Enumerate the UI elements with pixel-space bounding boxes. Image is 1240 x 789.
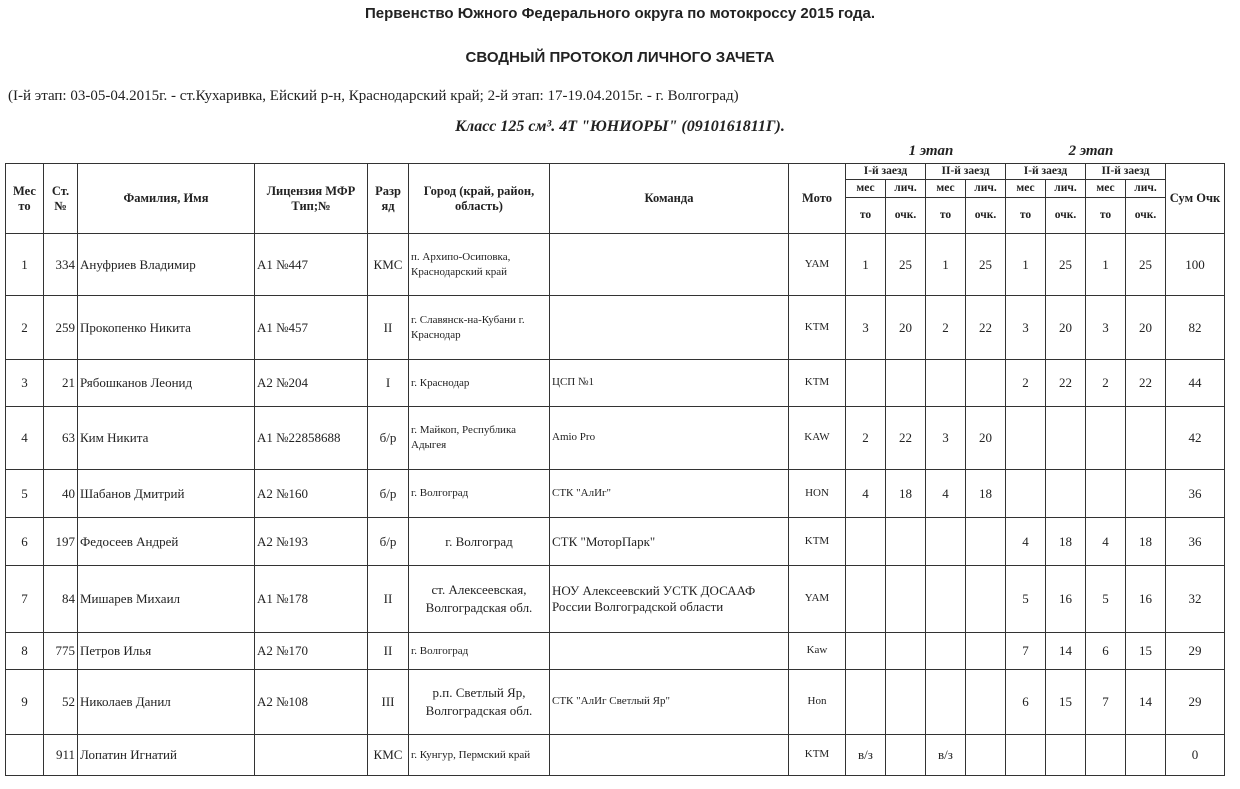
cell-s2h1-points (1046, 735, 1086, 776)
cell-city: г. Волгоград (409, 633, 550, 670)
col-mes: мес (846, 180, 886, 198)
cell-start: 259 (44, 296, 78, 360)
table-row (6, 670, 1225, 735)
cell-s1h1-place: 1 (846, 234, 886, 296)
cell-s2h1-place: 1 (1006, 234, 1046, 296)
cell-s1h1-place (846, 633, 886, 670)
cell-s1h1-points (886, 735, 926, 776)
col-moto: Мото (789, 164, 846, 234)
cell-place: 3 (6, 360, 44, 407)
col-license: Лицензия МФР Тип;№ (255, 164, 368, 234)
col-city: Город (край, район, область) (409, 164, 550, 234)
cell-s1h1-place (846, 360, 886, 407)
cell-rank: б/р (368, 407, 409, 470)
table-row (6, 470, 1225, 518)
cell-moto: HON (789, 470, 846, 518)
cell-sum: 29 (1166, 633, 1225, 670)
cell-s1h1-place (846, 670, 886, 735)
col-s1-heat2: II-й заезд (926, 164, 1006, 180)
cell-city: г. Кунгур, Пермский край (409, 735, 550, 776)
cell-s1h1-points: 22 (886, 407, 926, 470)
cell-s2h2-points: 15 (1126, 633, 1166, 670)
cell-s2h1-place: 4 (1006, 518, 1046, 566)
cell-s1h2-place (926, 518, 966, 566)
col-lich: лич. (1046, 180, 1086, 198)
cell-moto: Hon (789, 670, 846, 735)
cell-s1h1-place: 3 (846, 296, 886, 360)
cell-rank: б/р (368, 470, 409, 518)
cell-place: 4 (6, 407, 44, 470)
cell-start: 911 (44, 735, 78, 776)
col-to: то (1006, 198, 1046, 234)
cell-s1h1-place: 4 (846, 470, 886, 518)
cell-s1h2-points (966, 518, 1006, 566)
cell-s2h2-place: 5 (1086, 566, 1126, 633)
table-row (6, 296, 1225, 360)
cell-name: Петров Илья (78, 633, 255, 670)
cell-city: п. Архипо-Осиповка, Краснодарский край (409, 234, 550, 296)
cell-moto: KTM (789, 360, 846, 407)
table-row (6, 360, 1225, 407)
cell-s1h2-points: 18 (966, 470, 1006, 518)
cell-place: 8 (6, 633, 44, 670)
cell-team: НОУ Алексеевский УСТК ДОСААФ России Волгоградской области (550, 566, 789, 633)
col-och: очк. (886, 198, 926, 234)
cell-city: г. Краснодар (409, 360, 550, 407)
cell-s2h1-points: 14 (1046, 633, 1086, 670)
cell-sum: 36 (1166, 470, 1225, 518)
cell-place: 7 (6, 566, 44, 633)
cell-s2h1-place (1006, 407, 1046, 470)
col-name: Фамилия, Имя (78, 164, 255, 234)
col-s2-heat1: I-й заезд (1006, 164, 1086, 180)
cell-s2h1-place (1006, 735, 1046, 776)
cell-name: Мишарев Михаил (78, 566, 255, 633)
table-row (6, 633, 1225, 670)
col-rank: Разр яд (368, 164, 409, 234)
cell-team (550, 735, 789, 776)
cell-s2h2-points: 22 (1126, 360, 1166, 407)
cell-rank: III (368, 670, 409, 735)
cell-start: 40 (44, 470, 78, 518)
col-to: то (926, 198, 966, 234)
col-mes: мес (1006, 180, 1046, 198)
cell-place: 9 (6, 670, 44, 735)
cell-s2h1-points: 25 (1046, 234, 1086, 296)
col-lich: лич. (1126, 180, 1166, 198)
table-row (6, 735, 1225, 776)
cell-s2h2-place (1086, 407, 1126, 470)
cell-name: Лопатин Игнатий (78, 735, 255, 776)
cell-team: СТК "АлИг" (550, 470, 789, 518)
cell-license: А1 №178 (255, 566, 368, 633)
cell-city: г. Волгоград (409, 470, 550, 518)
cell-s2h2-points: 20 (1126, 296, 1166, 360)
cell-place (6, 735, 44, 776)
cell-s2h1-place: 7 (1006, 633, 1046, 670)
cell-rank: II (368, 296, 409, 360)
cell-s2h2-points (1126, 407, 1166, 470)
cell-start: 63 (44, 407, 78, 470)
col-to: то (1086, 198, 1126, 234)
cell-s2h2-points (1126, 735, 1166, 776)
col-och: очк. (1046, 198, 1086, 234)
cell-s1h2-place: 1 (926, 234, 966, 296)
cell-s2h2-points: 14 (1126, 670, 1166, 735)
cell-s2h1-place (1006, 470, 1046, 518)
cell-s2h1-points: 16 (1046, 566, 1086, 633)
cell-moto: Kaw (789, 633, 846, 670)
col-to: то (846, 198, 886, 234)
cell-sum: 100 (1166, 234, 1225, 296)
cell-license (255, 735, 368, 776)
col-lich: лич. (966, 180, 1006, 198)
cell-sum: 44 (1166, 360, 1225, 407)
cell-team: СТК "МоторПарк" (550, 518, 789, 566)
cell-place: 5 (6, 470, 44, 518)
cell-s2h1-place: 6 (1006, 670, 1046, 735)
cell-s2h2-place: 7 (1086, 670, 1126, 735)
cell-team (550, 234, 789, 296)
cell-s1h1-points (886, 566, 926, 633)
cell-s1h2-place: в/з (926, 735, 966, 776)
cell-place: 6 (6, 518, 44, 566)
col-s2-heat2: II-й заезд (1086, 164, 1166, 180)
col-team: Команда (550, 164, 789, 234)
cell-s2h1-place: 3 (1006, 296, 1046, 360)
cell-license: А2 №193 (255, 518, 368, 566)
cell-s1h2-points: 25 (966, 234, 1006, 296)
cell-start: 84 (44, 566, 78, 633)
col-sum: Сум Очк (1166, 164, 1225, 234)
cell-moto: YAM (789, 234, 846, 296)
cell-s1h1-points (886, 360, 926, 407)
cell-s2h1-place: 5 (1006, 566, 1046, 633)
cell-s1h2-place (926, 633, 966, 670)
cell-s2h2-points (1126, 470, 1166, 518)
cell-place: 1 (6, 234, 44, 296)
cell-license: А1 №22858688 (255, 407, 368, 470)
cell-start: 197 (44, 518, 78, 566)
cell-s1h2-place: 4 (926, 470, 966, 518)
cell-moto: YAM (789, 566, 846, 633)
cell-s2h1-points: 18 (1046, 518, 1086, 566)
cell-rank: КМС (368, 234, 409, 296)
cell-s1h2-points (966, 360, 1006, 407)
cell-s1h2-place: 2 (926, 296, 966, 360)
cell-moto: KTM (789, 735, 846, 776)
cell-name: Николаев Данил (78, 670, 255, 735)
cell-name: Рябошканов Леонид (78, 360, 255, 407)
cell-s2h2-points: 16 (1126, 566, 1166, 633)
cell-s2h2-place: 6 (1086, 633, 1126, 670)
cell-s1h2-points: 22 (966, 296, 1006, 360)
cell-s1h2-points (966, 735, 1006, 776)
cell-s1h1-points (886, 670, 926, 735)
cell-sum: 36 (1166, 518, 1225, 566)
cell-sum: 29 (1166, 670, 1225, 735)
cell-s1h2-points (966, 633, 1006, 670)
cell-s1h2-place (926, 360, 966, 407)
cell-s1h1-place (846, 566, 886, 633)
cell-s2h1-points (1046, 407, 1086, 470)
cell-s1h1-points (886, 518, 926, 566)
cell-team: СТК "АлИг Светлый Яр" (550, 670, 789, 735)
cell-s1h1-points (886, 633, 926, 670)
cell-name: Ануфриев Владимир (78, 234, 255, 296)
col-place: Мес то (6, 164, 44, 234)
cell-sum: 32 (1166, 566, 1225, 633)
document-title: Первенство Южного Федерального округа по мотокроссу 2015 года. (364, 5, 876, 22)
cell-s2h2-points: 18 (1126, 518, 1166, 566)
cell-team: ЦСП №1 (550, 360, 789, 407)
cell-s2h1-points: 22 (1046, 360, 1086, 407)
col-och: очк. (966, 198, 1006, 234)
cell-s1h2-place (926, 566, 966, 633)
cell-s2h1-points: 20 (1046, 296, 1086, 360)
cell-s2h2-place (1086, 470, 1126, 518)
cell-name: Ким Никита (78, 407, 255, 470)
table-row (6, 407, 1225, 470)
cell-s1h1-place (846, 518, 886, 566)
document-subtitle: СВОДНЫЙ ПРОТОКОЛ ЛИЧНОГО ЗАЧЕТА (465, 49, 775, 66)
cell-moto: KAW (789, 407, 846, 470)
cell-s1h1-place: в/з (846, 735, 886, 776)
cell-license: А1 №447 (255, 234, 368, 296)
cell-team (550, 296, 789, 360)
cell-start: 334 (44, 234, 78, 296)
cell-start: 21 (44, 360, 78, 407)
results-body (6, 234, 1225, 776)
cell-moto: KTM (789, 518, 846, 566)
cell-license: А1 №457 (255, 296, 368, 360)
cell-moto: KTM (789, 296, 846, 360)
cell-s2h2-points: 25 (1126, 234, 1166, 296)
cell-city: р.п. Светлый Яр, Волгоградская обл. (409, 670, 550, 735)
cell-s1h2-points (966, 670, 1006, 735)
cell-rank: КМС (368, 735, 409, 776)
cell-rank: II (368, 566, 409, 633)
cell-s1h2-points (966, 566, 1006, 633)
col-mes: мес (926, 180, 966, 198)
cell-start: 52 (44, 670, 78, 735)
cell-s2h1-points (1046, 470, 1086, 518)
cell-s2h2-place: 3 (1086, 296, 1126, 360)
cell-s2h1-points: 15 (1046, 670, 1086, 735)
cell-city: г. Майкоп, Республика Адыгея (409, 407, 550, 470)
cell-name: Шабанов Дмитрий (78, 470, 255, 518)
cell-s2h1-place: 2 (1006, 360, 1046, 407)
stage-1-label: 1 этап (908, 143, 954, 159)
stage-2-label: 2 этап (1068, 143, 1114, 159)
cell-name: Федосеев Андрей (78, 518, 255, 566)
cell-team: Amio Pro (550, 407, 789, 470)
class-title: Класс 125 см³. 4Т "ЮНИОРЫ" (0910161811Г). (455, 118, 785, 135)
cell-s1h2-place: 3 (926, 407, 966, 470)
cell-rank: б/р (368, 518, 409, 566)
cell-sum: 82 (1166, 296, 1225, 360)
cell-start: 775 (44, 633, 78, 670)
cell-license: А2 №170 (255, 633, 368, 670)
cell-rank: II (368, 633, 409, 670)
cell-s1h1-points: 20 (886, 296, 926, 360)
results-table (5, 163, 1225, 776)
table-row (6, 234, 1225, 296)
col-s1-heat1: I-й заезд (846, 164, 926, 180)
cell-sum: 42 (1166, 407, 1225, 470)
cell-name: Прокопенко Никита (78, 296, 255, 360)
cell-s2h2-place (1086, 735, 1126, 776)
table-row (6, 566, 1225, 633)
col-och: очк. (1126, 198, 1166, 234)
cell-s2h2-place: 2 (1086, 360, 1126, 407)
stages-info: (I-й этап: 03-05-04.2015г. - ст.Кухаривка, Ейский р-н, Краснодарский край; 2-й этап: 17-19.04.2015г. - г. Волгоград) (8, 88, 739, 104)
cell-s2h2-place: 4 (1086, 518, 1126, 566)
cell-s1h1-place: 2 (846, 407, 886, 470)
cell-s1h2-points: 20 (966, 407, 1006, 470)
cell-city: ст. Алексеевская, Волгоградская обл. (409, 566, 550, 633)
col-lich: лич. (886, 180, 926, 198)
col-mes: мес (1086, 180, 1126, 198)
cell-place: 2 (6, 296, 44, 360)
cell-city: г. Волгоград (409, 518, 550, 566)
cell-rank: I (368, 360, 409, 407)
cell-s1h2-place (926, 670, 966, 735)
cell-team (550, 633, 789, 670)
cell-s2h2-place: 1 (1086, 234, 1126, 296)
cell-license: А2 №108 (255, 670, 368, 735)
cell-license: А2 №204 (255, 360, 368, 407)
col-start: Ст. № (44, 164, 78, 234)
table-row (6, 518, 1225, 566)
cell-city: г. Славянск-на-Кубани г. Краснодар (409, 296, 550, 360)
cell-s1h1-points: 18 (886, 470, 926, 518)
cell-s1h1-points: 25 (886, 234, 926, 296)
cell-license: А2 №160 (255, 470, 368, 518)
cell-sum: 0 (1166, 735, 1225, 776)
